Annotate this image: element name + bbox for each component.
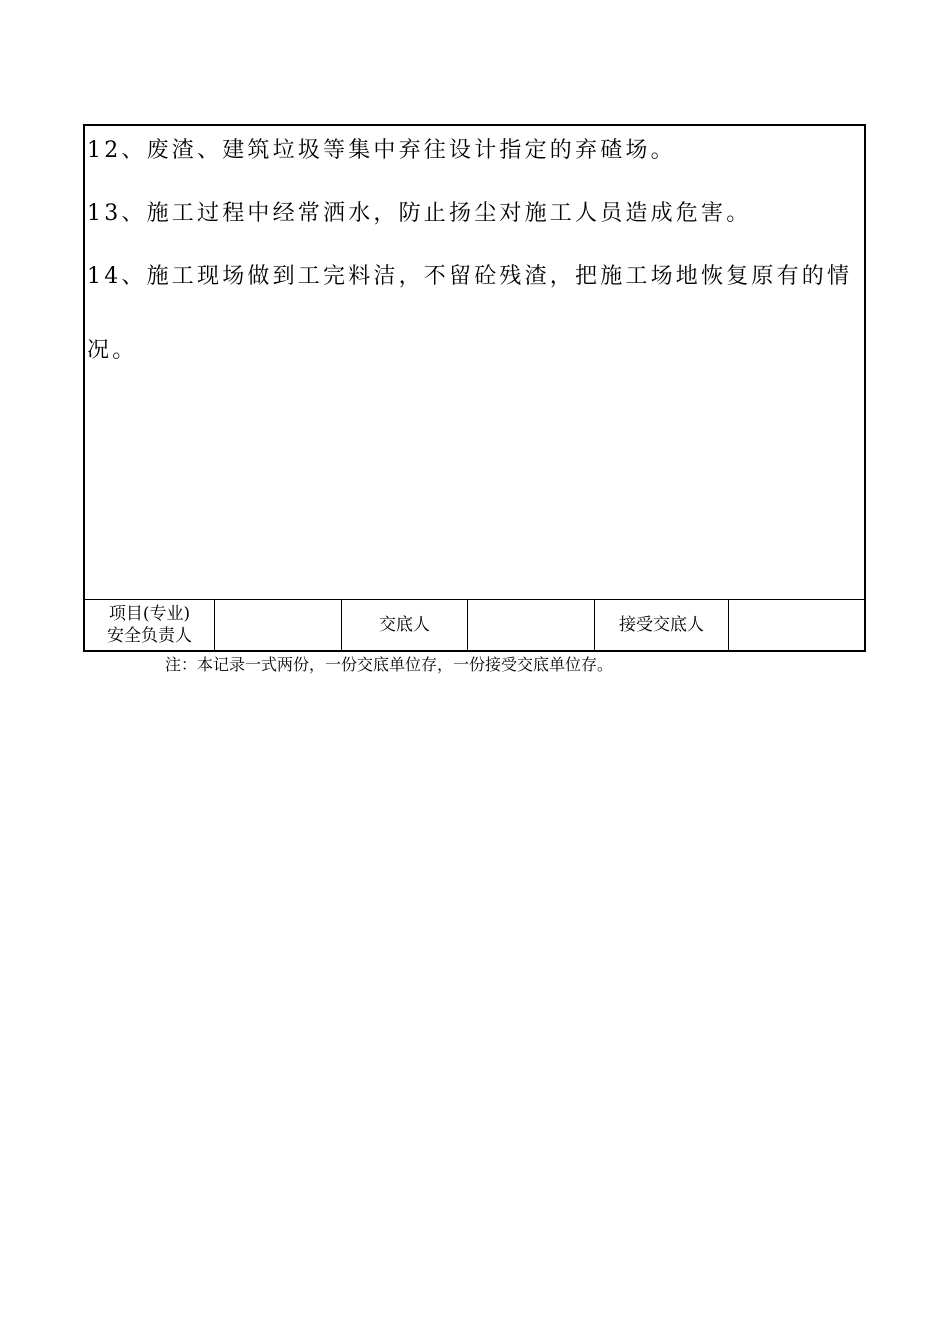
- content-item-13: 13、施工过程中经常洒水，防止扬尘对施工人员造成危害。: [87, 201, 752, 226]
- disclosure-content: [85, 126, 864, 600]
- content-item-12: 12、废渣、建筑垃圾等集中弃往设计指定的弃碴场。: [87, 138, 676, 163]
- content-item-14-continued: 况。: [87, 338, 138, 363]
- safety-disclosure-form: [83, 124, 866, 652]
- project-label-line2: 安全负责人: [107, 626, 192, 646]
- project-safety-leader-field[interactable]: [215, 600, 342, 650]
- signature-row: [85, 600, 864, 650]
- content-item-14: 14、施工现场做到工完料洁，不留砼残渣，把施工场地恢复原有的情: [87, 264, 853, 289]
- project-safety-leader-label: [85, 600, 215, 650]
- project-label-line1: 项目(专业): [108, 604, 191, 624]
- receiver-field[interactable]: [729, 600, 864, 650]
- discloser-label: 交底人: [342, 600, 468, 650]
- receiver-label: 接受交底人: [595, 600, 729, 650]
- footnote: 注：本记录一式两份，一份交底单位存，一份接受交底单位存。: [165, 655, 614, 674]
- discloser-field[interactable]: [468, 600, 595, 650]
